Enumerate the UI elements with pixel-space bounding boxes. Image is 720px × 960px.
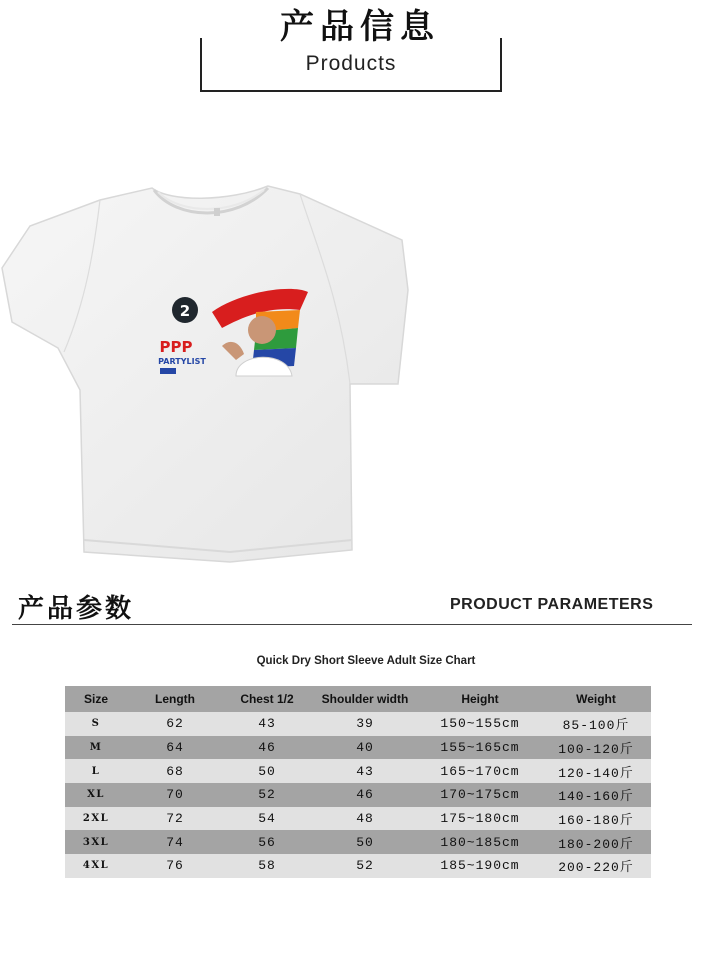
print-brand: PPP [159, 338, 193, 356]
section-divider [12, 624, 692, 625]
chest-cell: 43 [258, 716, 276, 732]
table-row [65, 830, 651, 854]
size-chart-title: Quick Dry Short Sleeve Adult Size Chart [256, 655, 476, 667]
table-row [65, 712, 651, 736]
col-header-shoulder: Shoulder width [321, 692, 409, 706]
col-header-height: Height [461, 692, 499, 706]
col-header-length: Length [155, 692, 195, 706]
shoulder-cell: 50 [356, 834, 374, 850]
shoulder-cell: 46 [356, 787, 374, 803]
length-cell: 68 [166, 763, 184, 779]
col-header-weight: Weight [576, 692, 616, 706]
weight-cell: 200-220斤 [558, 860, 634, 876]
print-brand-sub: PARTYLIST [158, 357, 206, 366]
shoulder-cell: 52 [356, 858, 374, 874]
table-row [65, 854, 651, 878]
page-subtitle: Products [305, 52, 397, 75]
weight-cell: 120-140斤 [558, 765, 634, 781]
shoulder-cell: 43 [356, 763, 374, 779]
col-header-size: Size [83, 692, 108, 706]
height-cell: 175~180cm [440, 811, 520, 827]
size-cell: 3XL [82, 836, 110, 848]
shoulder-cell: 48 [356, 811, 374, 827]
page-title: 产品信息 [280, 7, 440, 47]
section-title: 产品参数 [18, 594, 135, 624]
length-cell: 74 [166, 834, 184, 850]
weight-cell: 100-120斤 [558, 742, 634, 758]
col-header-chest: Chest 1/2 [240, 692, 294, 706]
table-row [65, 736, 651, 760]
size-cell: S [91, 718, 101, 730]
chest-cell: 50 [258, 763, 276, 779]
table-row [65, 783, 651, 807]
length-cell: 72 [166, 811, 184, 827]
height-cell: 165~170cm [440, 763, 520, 779]
shoulder-cell: 40 [356, 740, 374, 756]
length-cell: 62 [166, 716, 184, 732]
height-cell: 170~175cm [440, 787, 520, 803]
weight-cell: 180-200斤 [558, 836, 634, 852]
height-cell: 150~155cm [440, 716, 520, 732]
size-cell: XL [87, 789, 105, 801]
weight-cell: 85-100斤 [562, 718, 630, 734]
weight-cell: 140-160斤 [558, 789, 634, 805]
chest-cell: 54 [258, 811, 276, 827]
print-number: 2 [179, 302, 191, 320]
size-cell: 4XL [82, 860, 110, 872]
table-row [65, 759, 651, 783]
length-cell: 76 [166, 858, 184, 874]
size-chart-table [65, 686, 651, 878]
product-image [0, 180, 420, 580]
table-header-row [65, 686, 651, 712]
height-cell: 155~165cm [440, 740, 520, 756]
length-cell: 64 [166, 740, 184, 756]
table-row [65, 807, 651, 831]
tshirt-illustration [0, 180, 420, 580]
shoulder-cell: 39 [356, 716, 374, 732]
chest-cell: 56 [258, 834, 276, 850]
section-title-en: PRODUCT PARAMETERS [450, 596, 654, 613]
length-cell: 70 [166, 787, 184, 803]
chest-cell: 58 [258, 858, 276, 874]
size-cell: M [89, 742, 103, 754]
chest-cell: 52 [258, 787, 276, 803]
weight-cell: 160-180斤 [558, 813, 634, 829]
height-cell: 180~185cm [440, 834, 520, 850]
size-cell: 2XL [82, 813, 110, 825]
height-cell: 185~190cm [440, 858, 520, 874]
size-cell: L [91, 765, 101, 777]
chest-cell: 46 [258, 740, 276, 756]
